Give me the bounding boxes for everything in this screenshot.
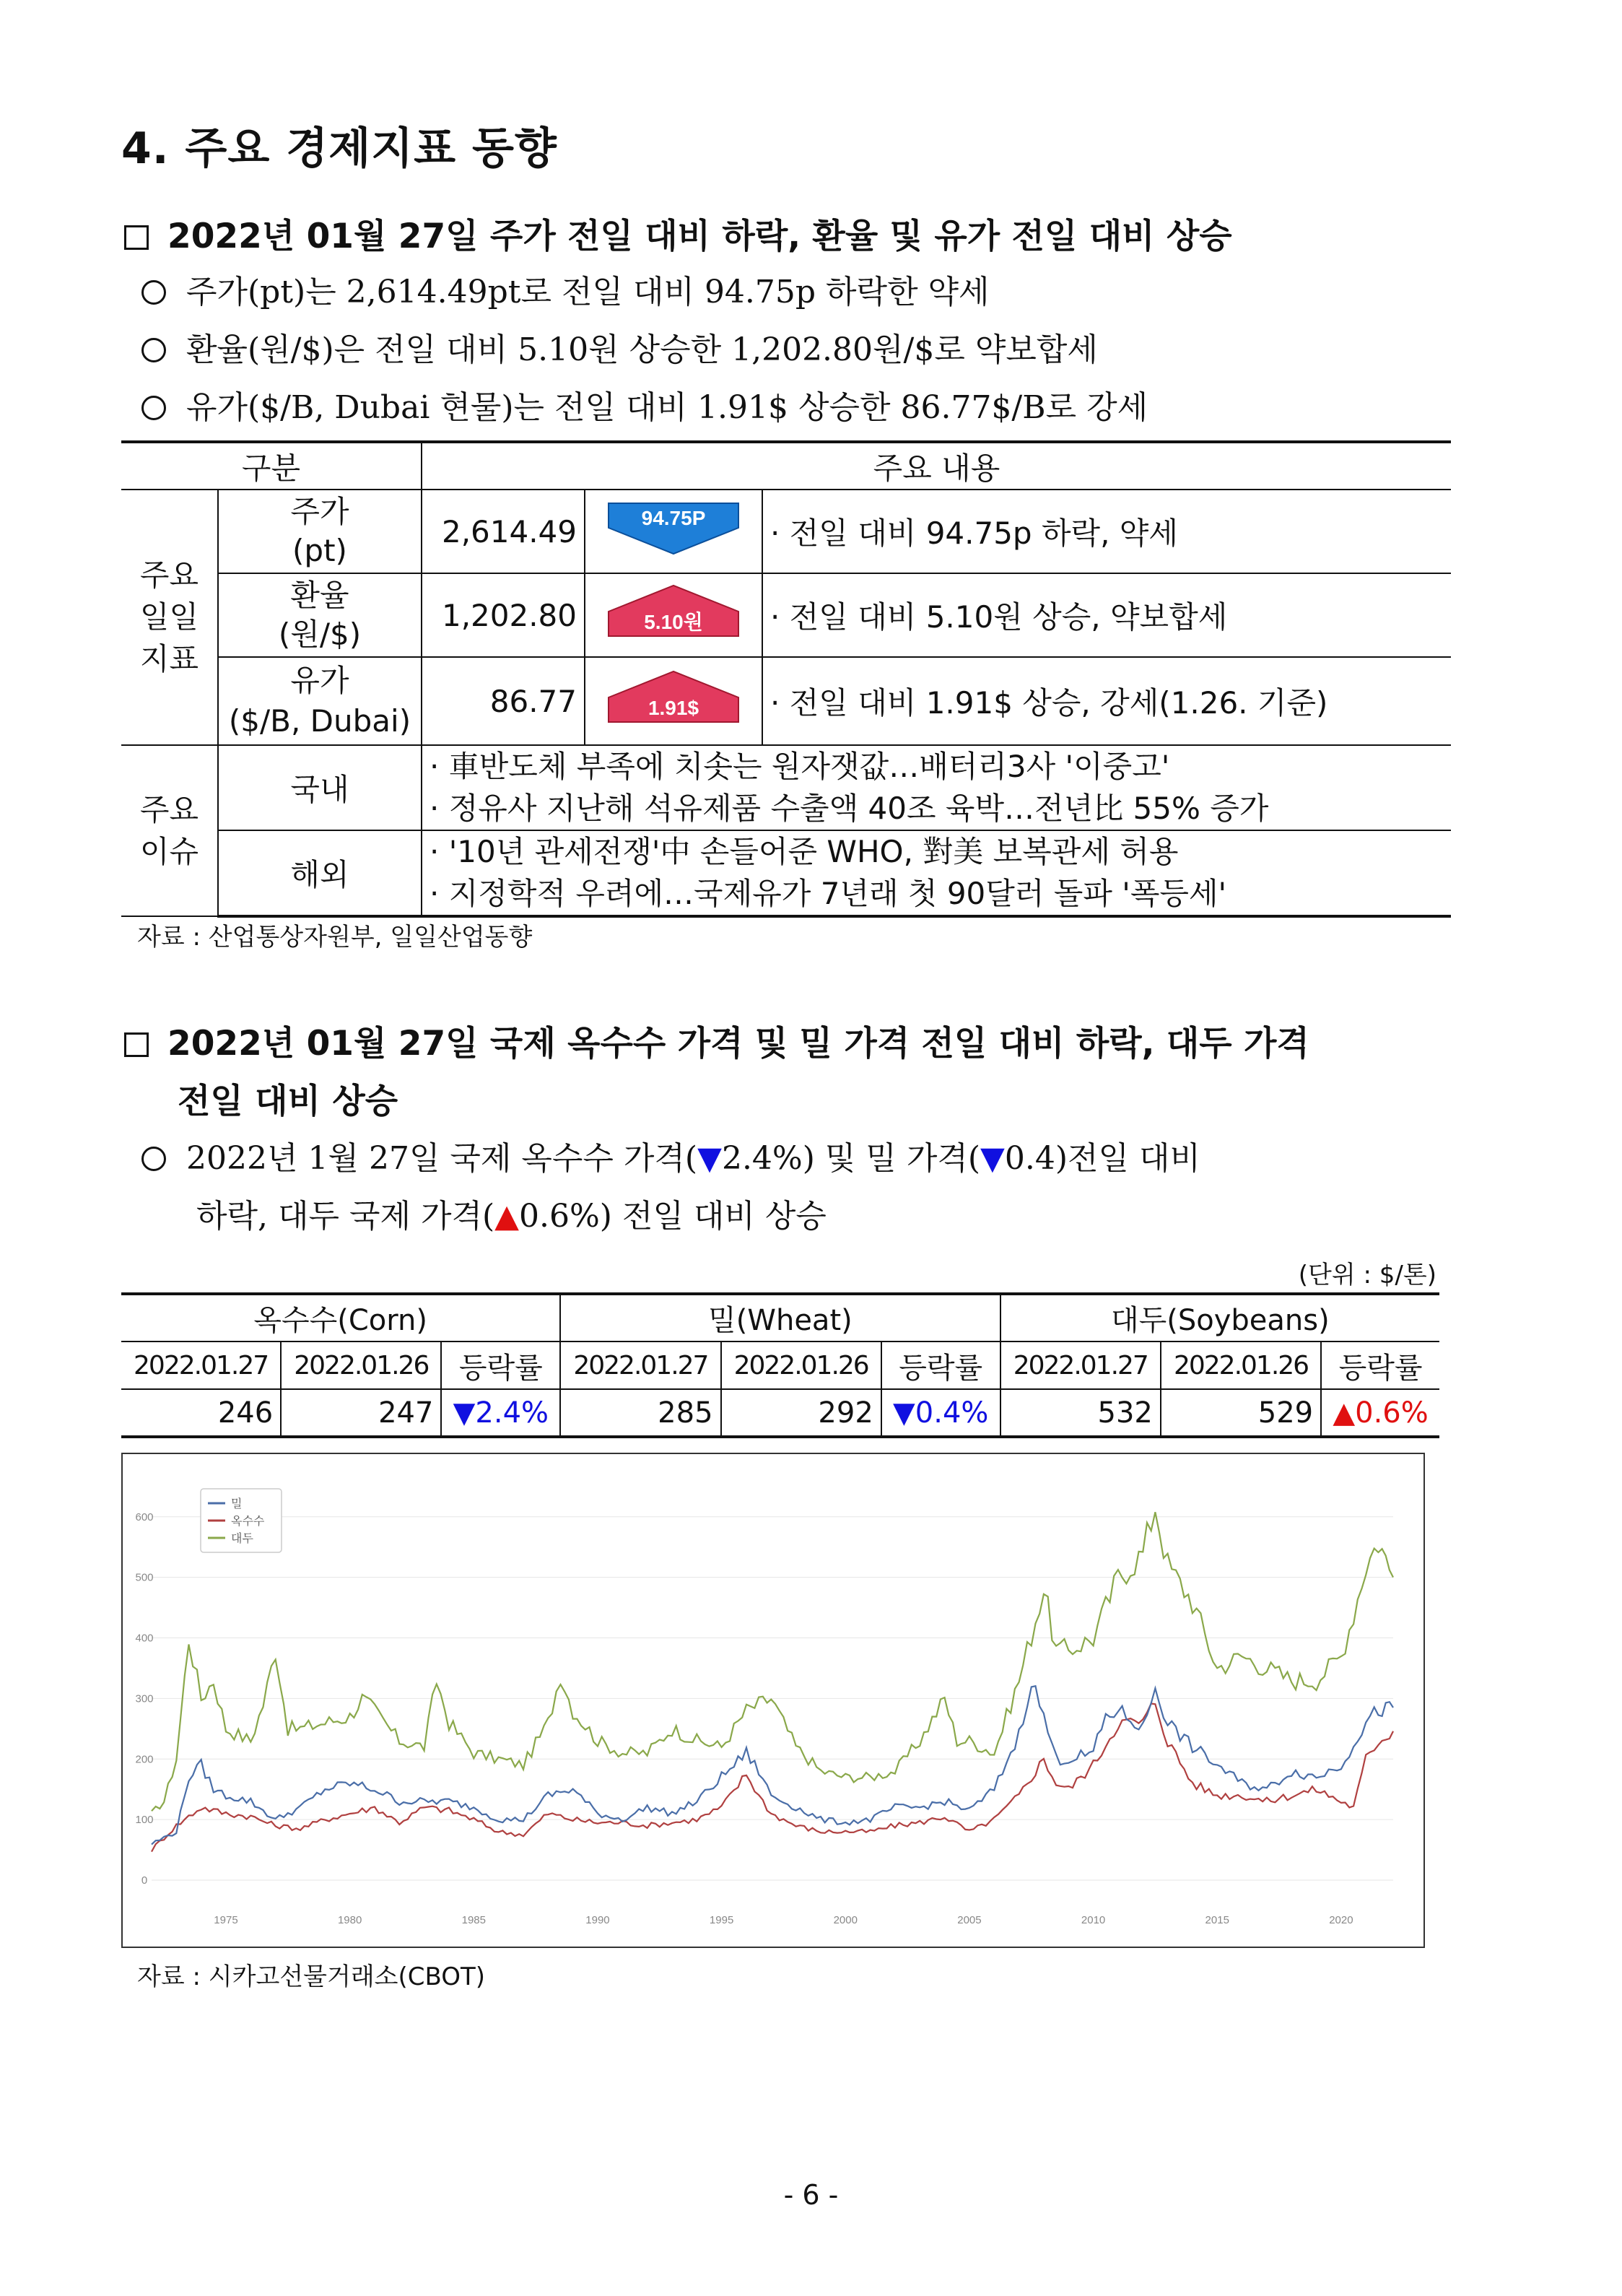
x-tick-label: 1975: [214, 1914, 238, 1926]
row-desc-stock: · 전일 대비 94.75p 하락, 약세: [762, 490, 1451, 573]
domestic-issue-2: · 정유사 지난해 석유제품 수출액 40조 육박…전년比 55% 증가: [430, 791, 1269, 826]
header-content: 주요 내용: [422, 442, 1451, 490]
row-desc-oil: · 전일 대비 1.91$ 상승, 강세(1.26. 기준): [762, 657, 1451, 745]
badge-oil: [585, 657, 762, 745]
badge-stock: [585, 490, 762, 573]
badge-oil-text: 1.91$: [648, 697, 699, 719]
down-triangle-icon: ▼: [980, 1140, 1005, 1177]
col-today: 2022.01.27: [560, 1341, 720, 1389]
col-chg: 등락률: [1321, 1341, 1439, 1389]
x-tick-label: 1990: [585, 1914, 610, 1926]
s1-source: 자료 : 산업통상자원부, 일일산업동향: [137, 923, 533, 952]
group-soy: 대두(Soybeans): [1000, 1294, 1439, 1341]
y-tick-label: 500: [135, 1571, 154, 1584]
row-label-fx: 환율 (원/$): [218, 573, 422, 657]
down-triangle-icon: ▼: [697, 1140, 722, 1177]
s1-bullet-3: [141, 381, 1148, 427]
row-value-stock: 2,614.49: [422, 490, 585, 573]
domestic-issues: [422, 745, 1451, 830]
y-tick-label: 300: [135, 1692, 154, 1705]
s2-heading: [124, 1017, 1309, 1065]
s1-bullet-1-text: 주가(pt)는 2,614.49pt로 전일 대비 94.75p 하락한 약세: [186, 274, 990, 310]
wheat-today: 285: [560, 1389, 720, 1437]
y-tick-label: 0: [141, 1874, 148, 1887]
header-category: 구분: [121, 442, 422, 490]
x-tick-label: 2020: [1329, 1914, 1353, 1926]
y-tick-label: 100: [135, 1814, 154, 1827]
corn-chg: ▼2.4%: [441, 1389, 560, 1437]
s2-bullet-text-e: 0.6%) 전일 대비 상승: [519, 1198, 827, 1235]
badge-stock-text: 94.75P: [641, 507, 706, 529]
s1-bullet-2: [141, 323, 1098, 370]
s1-bullet-1: [141, 266, 990, 312]
col-prev: 2022.01.26: [721, 1341, 881, 1389]
badge-fx-text: 5.10원: [644, 611, 703, 633]
s2-bullet-line2: [196, 1190, 827, 1236]
y-tick-label: 200: [135, 1753, 154, 1766]
soy-today: 532: [1000, 1389, 1161, 1437]
y-tick-label: 600: [135, 1510, 154, 1523]
soy-chg: ▲0.6%: [1321, 1389, 1439, 1437]
col-prev: 2022.01.26: [1161, 1341, 1321, 1389]
down-arrow-icon: [594, 499, 753, 557]
s2-bullet-text-d: 하락, 대두 국제 가격(: [196, 1198, 495, 1235]
group-issues: 주요 이슈: [121, 745, 218, 916]
up-arrow-icon: [594, 669, 753, 726]
x-tick-label: 2015: [1205, 1914, 1229, 1926]
circle-bullet-icon: [141, 338, 166, 362]
y-tick-label: 400: [135, 1632, 154, 1645]
col-chg: 등락률: [881, 1341, 1000, 1389]
price-chart: [123, 1454, 1423, 1947]
group-corn: 옥수수(Corn): [121, 1294, 560, 1341]
wheat-prev: 292: [721, 1389, 881, 1437]
x-tick-label: 1980: [337, 1914, 362, 1926]
badge-fx: [585, 573, 762, 657]
series-line-wheat: [152, 1686, 1393, 1844]
unit-label: (단위 : $/톤): [1298, 1261, 1436, 1290]
overseas-issues: [422, 830, 1451, 916]
s1-heading: [124, 209, 1232, 258]
circle-bullet-icon: [141, 1147, 166, 1171]
x-tick-label: 1985: [461, 1914, 486, 1926]
s1-bullet-2-text: 환율(원/$)은 전일 대비 5.10원 상승한 1,202.80원/$로 약보합세: [186, 331, 1098, 368]
group-wheat: 밀(Wheat): [560, 1294, 1000, 1341]
s2-heading-line1: 2022년 01월 27일 국제 옥수수 가격 및 밀 가격 전일 대비 하락, 대두 가격: [167, 1024, 1309, 1064]
overseas-issue-2: · 지정학적 우려에…국제유가 7년래 첫 90달러 돌파 '폭등세': [430, 876, 1227, 911]
row-label-stock: 주가 (pt): [218, 490, 422, 573]
row-value-oil: 86.77: [422, 657, 585, 745]
series-line-soy: [152, 1512, 1393, 1811]
s1-heading-text: 2022년 01월 27일 주가 전일 대비 하락, 환율 및 유가 전일 대비 상승: [167, 217, 1232, 256]
circle-bullet-icon: [141, 280, 166, 305]
economic-indicators-table: [121, 440, 1451, 918]
row-value-fx: 1,202.80: [422, 573, 585, 657]
soy-prev: 529: [1161, 1389, 1321, 1437]
x-tick-label: 2010: [1081, 1914, 1106, 1926]
col-today: 2022.01.27: [1000, 1341, 1161, 1389]
up-arrow-icon: [594, 583, 753, 640]
section-title: 4. 주요 경제지표 동향: [121, 123, 557, 174]
s2-heading-line2: 전일 대비 상승: [178, 1082, 398, 1121]
corn-today: 246: [121, 1389, 281, 1437]
s2-bullet-text-a: 2022년 1월 27일 국제 옥수수 가격(: [186, 1140, 698, 1177]
legend-label-wheat: 밀: [231, 1497, 243, 1510]
overseas-label: 해외: [218, 830, 422, 916]
col-chg: 등락률: [441, 1341, 560, 1389]
s1-bullet-3-text: 유가($/B, Dubai 현물)는 전일 대비 1.91$ 상승한 86.77$/B로 강세: [186, 389, 1148, 426]
s2-bullet-text-b: 2.4%) 및 밀 가격(: [721, 1140, 981, 1177]
row-desc-fx: · 전일 대비 5.10원 상승, 약보합세: [762, 573, 1451, 657]
price-chart-frame: [121, 1453, 1425, 1948]
series-line-corn: [152, 1704, 1393, 1852]
x-tick-label: 2000: [833, 1914, 858, 1926]
circle-bullet-icon: [141, 396, 166, 420]
s2-bullet-line1: [141, 1132, 1200, 1178]
domestic-label: 국내: [218, 745, 422, 830]
square-bullet-icon: [124, 225, 149, 250]
s2-source: 자료 : 시카고선물거래소(CBOT): [137, 1962, 486, 1991]
col-prev: 2022.01.26: [281, 1341, 441, 1389]
corn-prev: 247: [281, 1389, 441, 1437]
legend-label-soy: 대두: [231, 1531, 253, 1545]
up-triangle-icon: ▲: [494, 1198, 519, 1235]
row-label-oil: 유가 ($/B, Dubai): [218, 657, 422, 745]
square-bullet-icon: [124, 1032, 149, 1057]
legend-label-corn: 옥수수: [231, 1514, 265, 1528]
page-number: - 6 -: [783, 2179, 839, 2211]
overseas-issue-1: · '10년 관세전쟁'中 손들어준 WHO, 對美 보복관세 허용: [430, 834, 1179, 869]
col-today: 2022.01.27: [121, 1341, 281, 1389]
group-daily-indicators: 주요 일일 지표: [121, 490, 218, 745]
x-tick-label: 1995: [709, 1914, 734, 1926]
s2-bullet-text-c: 0.4)전일 대비: [1004, 1140, 1201, 1177]
x-tick-label: 2005: [957, 1914, 982, 1926]
wheat-chg: ▼0.4%: [881, 1389, 1000, 1437]
domestic-issue-1: · 車반도체 부족에 치솟는 원자잿값…배터리3사 '이중고': [430, 749, 1170, 784]
grain-price-table: [121, 1292, 1439, 1438]
